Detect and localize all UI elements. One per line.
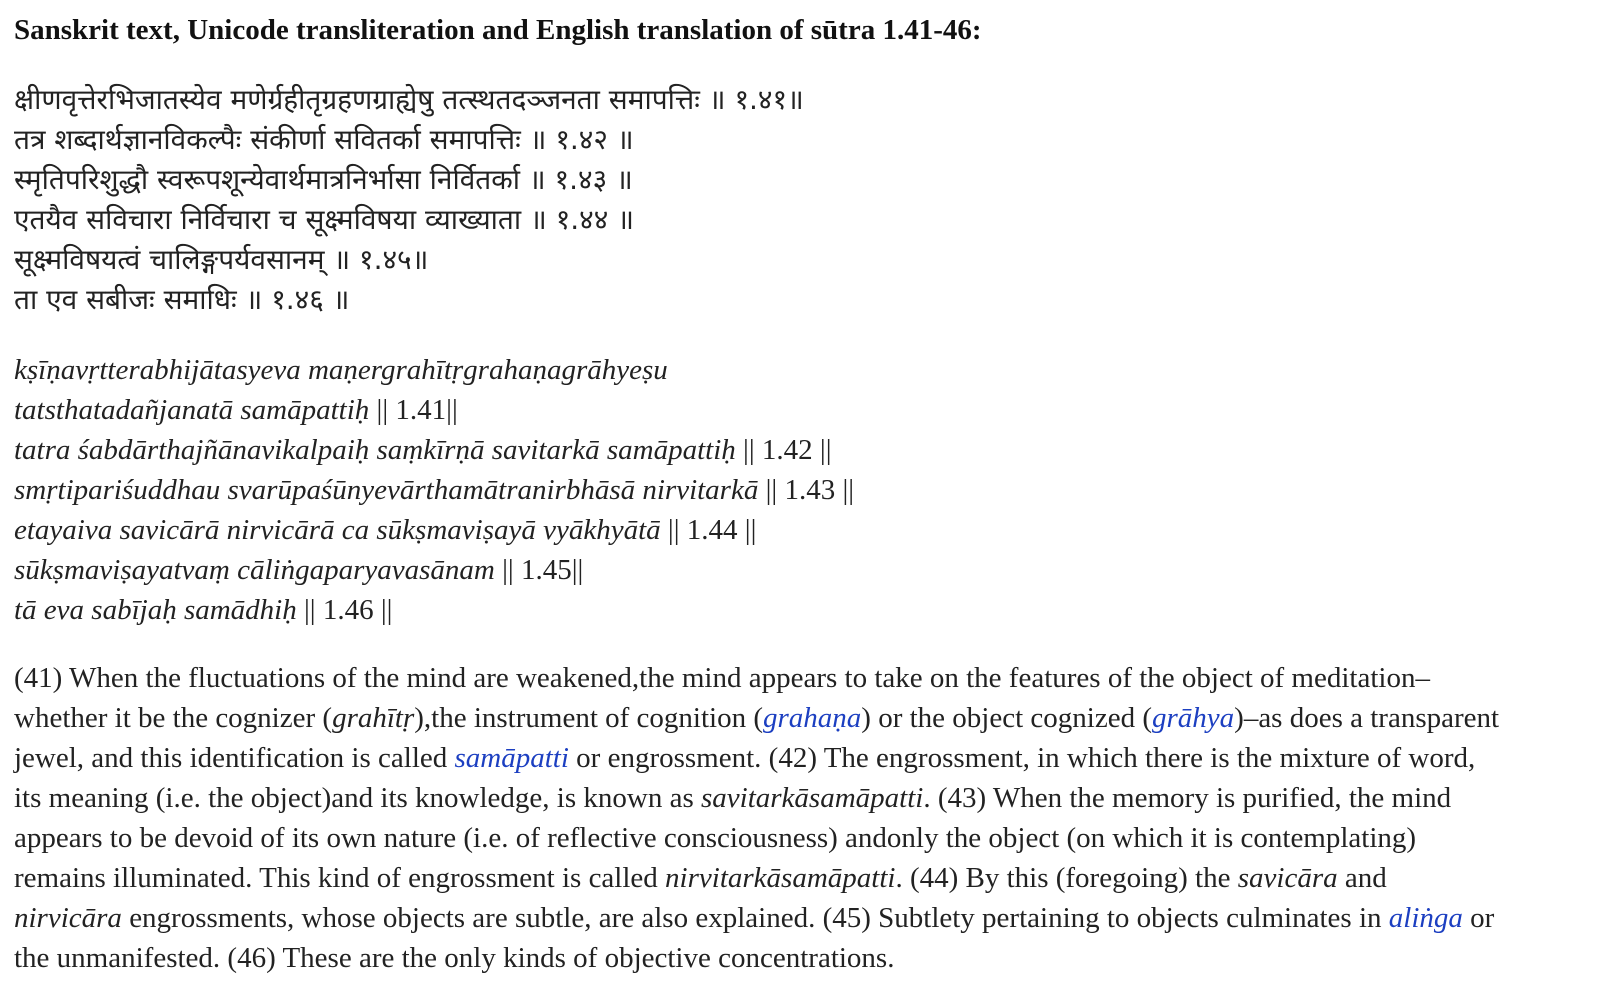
term-nirvicara: nirvicāra [14,902,122,934]
verse-number: || 1.46 || [296,594,393,626]
translation-line [14,778,1600,818]
transliteration-line [14,590,854,630]
transliteration-line [14,510,854,550]
verse-number: || 1.42 || [735,434,832,466]
devanagari-line: स्मृतिपरिशुद्धौ स्वरूपशून्येवार्थमात्रनिर्भासा निर्वितर्का ॥ १.४३ ॥ [14,163,633,196]
translation-text: its meaning (i.e. the object)and its knowledge, is known as [14,782,701,814]
translation-text: appears to be devoid of its own nature (i.e. of reflective consciousness) andonly the object (on which it is contemplating) [14,822,1417,854]
translation-line [14,658,1600,698]
translation-text: engrossments, whose objects are subtle, are also explained. (45) Subtlety pertaining to objects culminates in [121,902,1389,934]
translation-line [14,938,1600,978]
verse-number: || 1.44 || [660,514,757,546]
devanagari-line: एतयैव सविचारा निर्विचारा च सूक्ष्मविषया व्याख्याता ॥ १.४४ ॥ [14,203,634,236]
transliteration-text: tatra śabdārthajñānavikalpaiḥ saṃkīrṇā savitarkā samāpattiḥ [14,434,736,466]
term-grahitr: grahītṛ [332,702,415,734]
english-translation-paragraph [14,658,1600,978]
translation-text: . (43) When the memory is purified, the mind [923,782,1452,814]
translation-line [14,818,1600,858]
devanagari-text-block [14,80,804,320]
transliteration-line [14,550,854,590]
translation-text: remains illuminated. This kind of engrossment is called [14,862,666,894]
translation-text: or [1462,902,1495,934]
devanagari-line: सूक्ष्मविषयत्वं चालिङ्गपर्यवसानम् ॥ १.४५॥ [14,243,429,276]
translation-text: ),the instrument of cognition ( [414,702,763,734]
verse-number: || 1.43 || [758,474,855,506]
translation-text: or engrossment. (42) The engrossment, in which there is the mixture of word, [568,742,1476,774]
verse-number: || 1.45|| [494,554,584,586]
transliteration-text: kṣīṇavṛtterabhijātasyeva maṇergrahītṛgrahaṇagrāhyeṣu [14,354,668,386]
link-grahana[interactable]: grahaṇa [763,702,862,734]
transliteration-text: etayaiva savicārā nirvicārā ca sūkṣmaviṣayā vyākhyātā [14,514,661,546]
transliteration-text: tā eva sabījaḥ samādhiḥ [14,594,297,626]
devanagari-line: ता एव सबीजः समाधिः ॥ १.४६ ॥ [14,283,350,316]
translation-text: the unmanifested. (46) These are the only kinds of objective concentrations. [14,942,895,974]
link-samapatti[interactable]: samāpatti [454,742,569,774]
transliteration-text: sūkṣmaviṣayatvaṃ cāliṅgaparyavasānam [14,554,495,586]
translation-text: )–as does a transparent [1234,702,1500,734]
transliteration-line [14,470,854,510]
devanagari-line: क्षीणवृत्तेरभिजातस्येव मणेर्ग्रहीतृग्रहणग्राह्येषु तत्स्थतदञ्जनता समापत्तिः ॥ १.४१॥ [14,83,804,116]
transliteration-line [14,430,854,470]
term-savitarkasamapatti: savitarkāsamāpatti [701,782,924,814]
translation-line [14,738,1600,778]
link-alinga[interactable]: aliṅga [1388,902,1463,934]
translation-line [14,898,1600,938]
term-savicara: savicāra [1237,862,1338,894]
translation-text: whether it be the cognizer ( [14,702,333,734]
translation-text: (41) When the fluctuations of the mind are weakened,the mind appears to take on the features of the object of meditation– [14,662,1430,694]
translation-text: ) or the object cognized ( [861,702,1152,734]
link-grahya[interactable]: grāhya [1151,702,1235,734]
translation-text: jewel, and this identification is called [14,742,455,774]
transliteration-text: tatsthatadañjanatā samāpattiḥ [14,394,370,426]
transliteration-line [14,390,854,430]
translation-line [14,698,1600,738]
section-heading: Sanskrit text, Unicode transliteration and English translation of sūtra 1.41-46: [14,14,982,46]
transliteration-block [14,350,854,630]
translation-text: and [1337,862,1387,894]
translation-text: . (44) By this (foregoing) the [895,862,1238,894]
devanagari-line: तत्र शब्दार्थज्ञानविकल्पैः संकीर्णा सवितर्का समापत्तिः ॥ १.४२ ॥ [14,123,634,156]
transliteration-line [14,350,854,390]
verse-number: || 1.41|| [369,394,458,426]
transliteration-text: smṛtipariśuddhau svarūpaśūnyevārthamātranirbhāsā nirvitarkā [14,474,759,506]
translation-line [14,858,1600,898]
term-nirvitarkasamapatti: nirvitarkāsamāpatti [665,862,896,894]
